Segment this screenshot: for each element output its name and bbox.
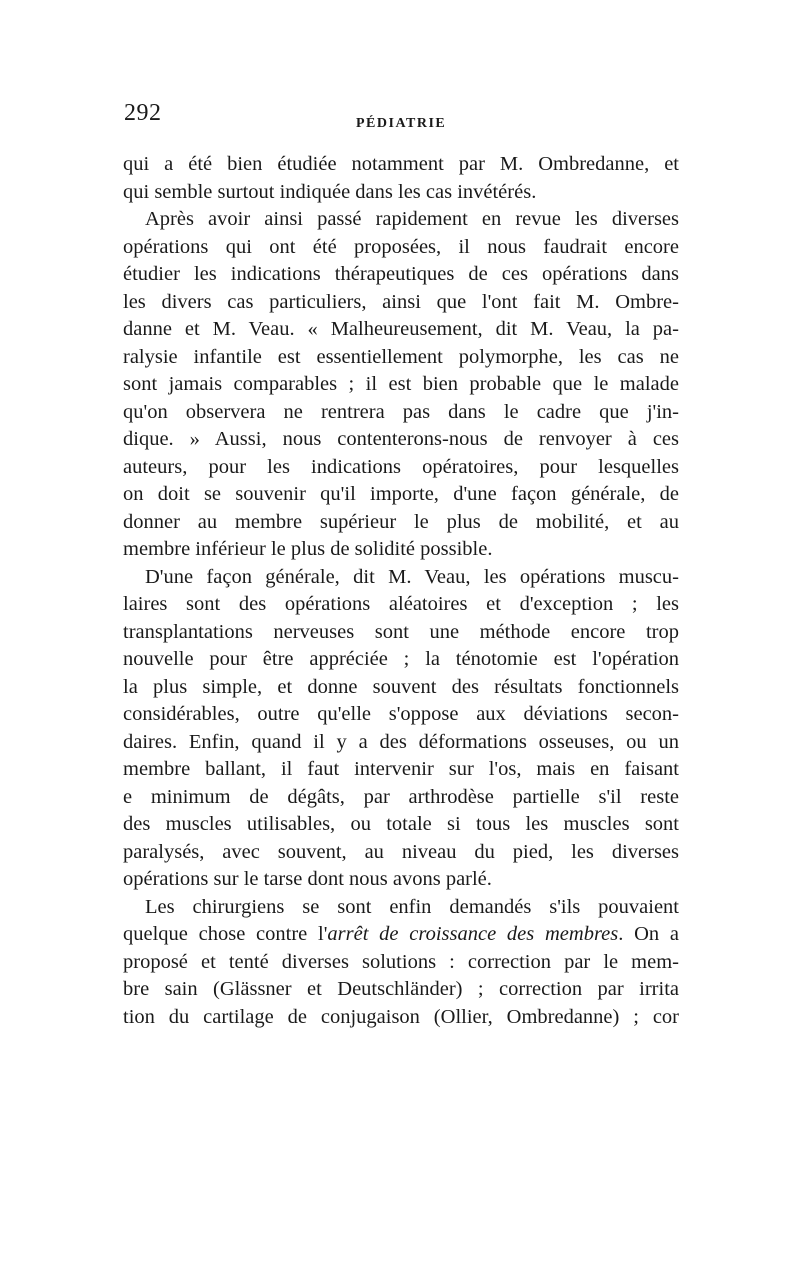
text-line: danne et M. Veau. « Malheureusement, dit M. Veau, la pa-	[123, 318, 679, 340]
text-line: auteurs, pour les indications opératoires, pour lesquelles	[123, 455, 679, 478]
text-line: ralysie infantile est essentiellement polymorphe, les cas ne	[123, 345, 679, 368]
text-line: tion du cartilage de conjugaison (Ollier, Ombredanne) ; cor	[123, 1005, 679, 1028]
text-line: considérables, outre qu'elle s'oppose aux déviations secon-	[123, 703, 679, 725]
text-line: laires sont des opérations aléatoires et d'exception ; les	[123, 593, 679, 615]
page-number: 292	[124, 100, 162, 126]
text-line: qu'on observera ne rentrera pas dans le cadre que j'in-	[123, 400, 679, 423]
text-line: daires. Enfin, quand il y a des déformations osseuses, ou un	[123, 730, 679, 753]
text-line: Après avoir ainsi passé rapidement en revue les diverses	[145, 208, 679, 230]
text-line-with-italic	[123, 921, 679, 949]
text-line: opérations sur le tarse dont nous avons parlé.	[123, 868, 492, 890]
text-fragment: . On a	[618, 923, 680, 945]
text-line: étudier les indications thérapeutiques de ces opérations dans	[123, 263, 679, 285]
running-head: PÉDIATRIE	[356, 116, 447, 131]
text-line: donner au membre supérieur le plus de mobilité, et au	[123, 510, 679, 533]
text-line: e minimum de dégâts, par arthrodèse partielle s'il reste	[123, 785, 679, 808]
text-line: qui a été bien étudiée notamment par M. Ombredanne, et	[123, 153, 679, 175]
text-line: nouvelle pour être appréciée ; la ténotomie est l'opération	[123, 648, 679, 670]
text-line: dique. » Aussi, nous contenterons-nous de renvoyer à ces	[123, 428, 679, 450]
text-line: membre inférieur le plus de solidité possible.	[123, 538, 493, 560]
italic-phrase: arrêt de croissance des membres	[327, 923, 619, 945]
text-line: membre ballant, il faut intervenir sur l'os, mais en faisant	[123, 758, 679, 780]
text-line: bre sain (Glässner et Deutschländer) ; correction par irrita	[123, 978, 679, 1000]
text-line: la plus simple, et donne souvent des résultats fonctionnels	[123, 675, 679, 698]
text-line: Les chirurgiens se sont enfin demandés s'ils pouvaient	[145, 895, 679, 918]
text-line: les divers cas particuliers, ainsi que l'ont fait M. Ombre-	[123, 290, 679, 313]
text-line: on doit se souvenir qu'il importe, d'une façon générale, de	[123, 483, 679, 505]
body-text	[123, 151, 679, 1031]
text-line: des muscles utilisables, ou totale si tous les muscles sont	[123, 813, 679, 835]
text-fragment: quelque chose contre l'	[123, 923, 328, 945]
text-line: D'une façon générale, dit M. Veau, les opérations muscu-	[145, 565, 679, 588]
text-line: sont jamais comparables ; il est bien probable que le malade	[123, 373, 679, 395]
text-line: paralysés, avec souvent, au niveau du pied, les diverses	[123, 840, 679, 863]
text-line: proposé et tenté diverses solutions : correction par le mem-	[123, 950, 679, 973]
text-line: transplantations nerveuses sont une méthode encore trop	[123, 620, 679, 643]
text-line: qui semble surtout indiquée dans les cas invétérés.	[123, 180, 537, 203]
text-line: opérations qui ont été proposées, il nous faudrait encore	[123, 235, 679, 258]
